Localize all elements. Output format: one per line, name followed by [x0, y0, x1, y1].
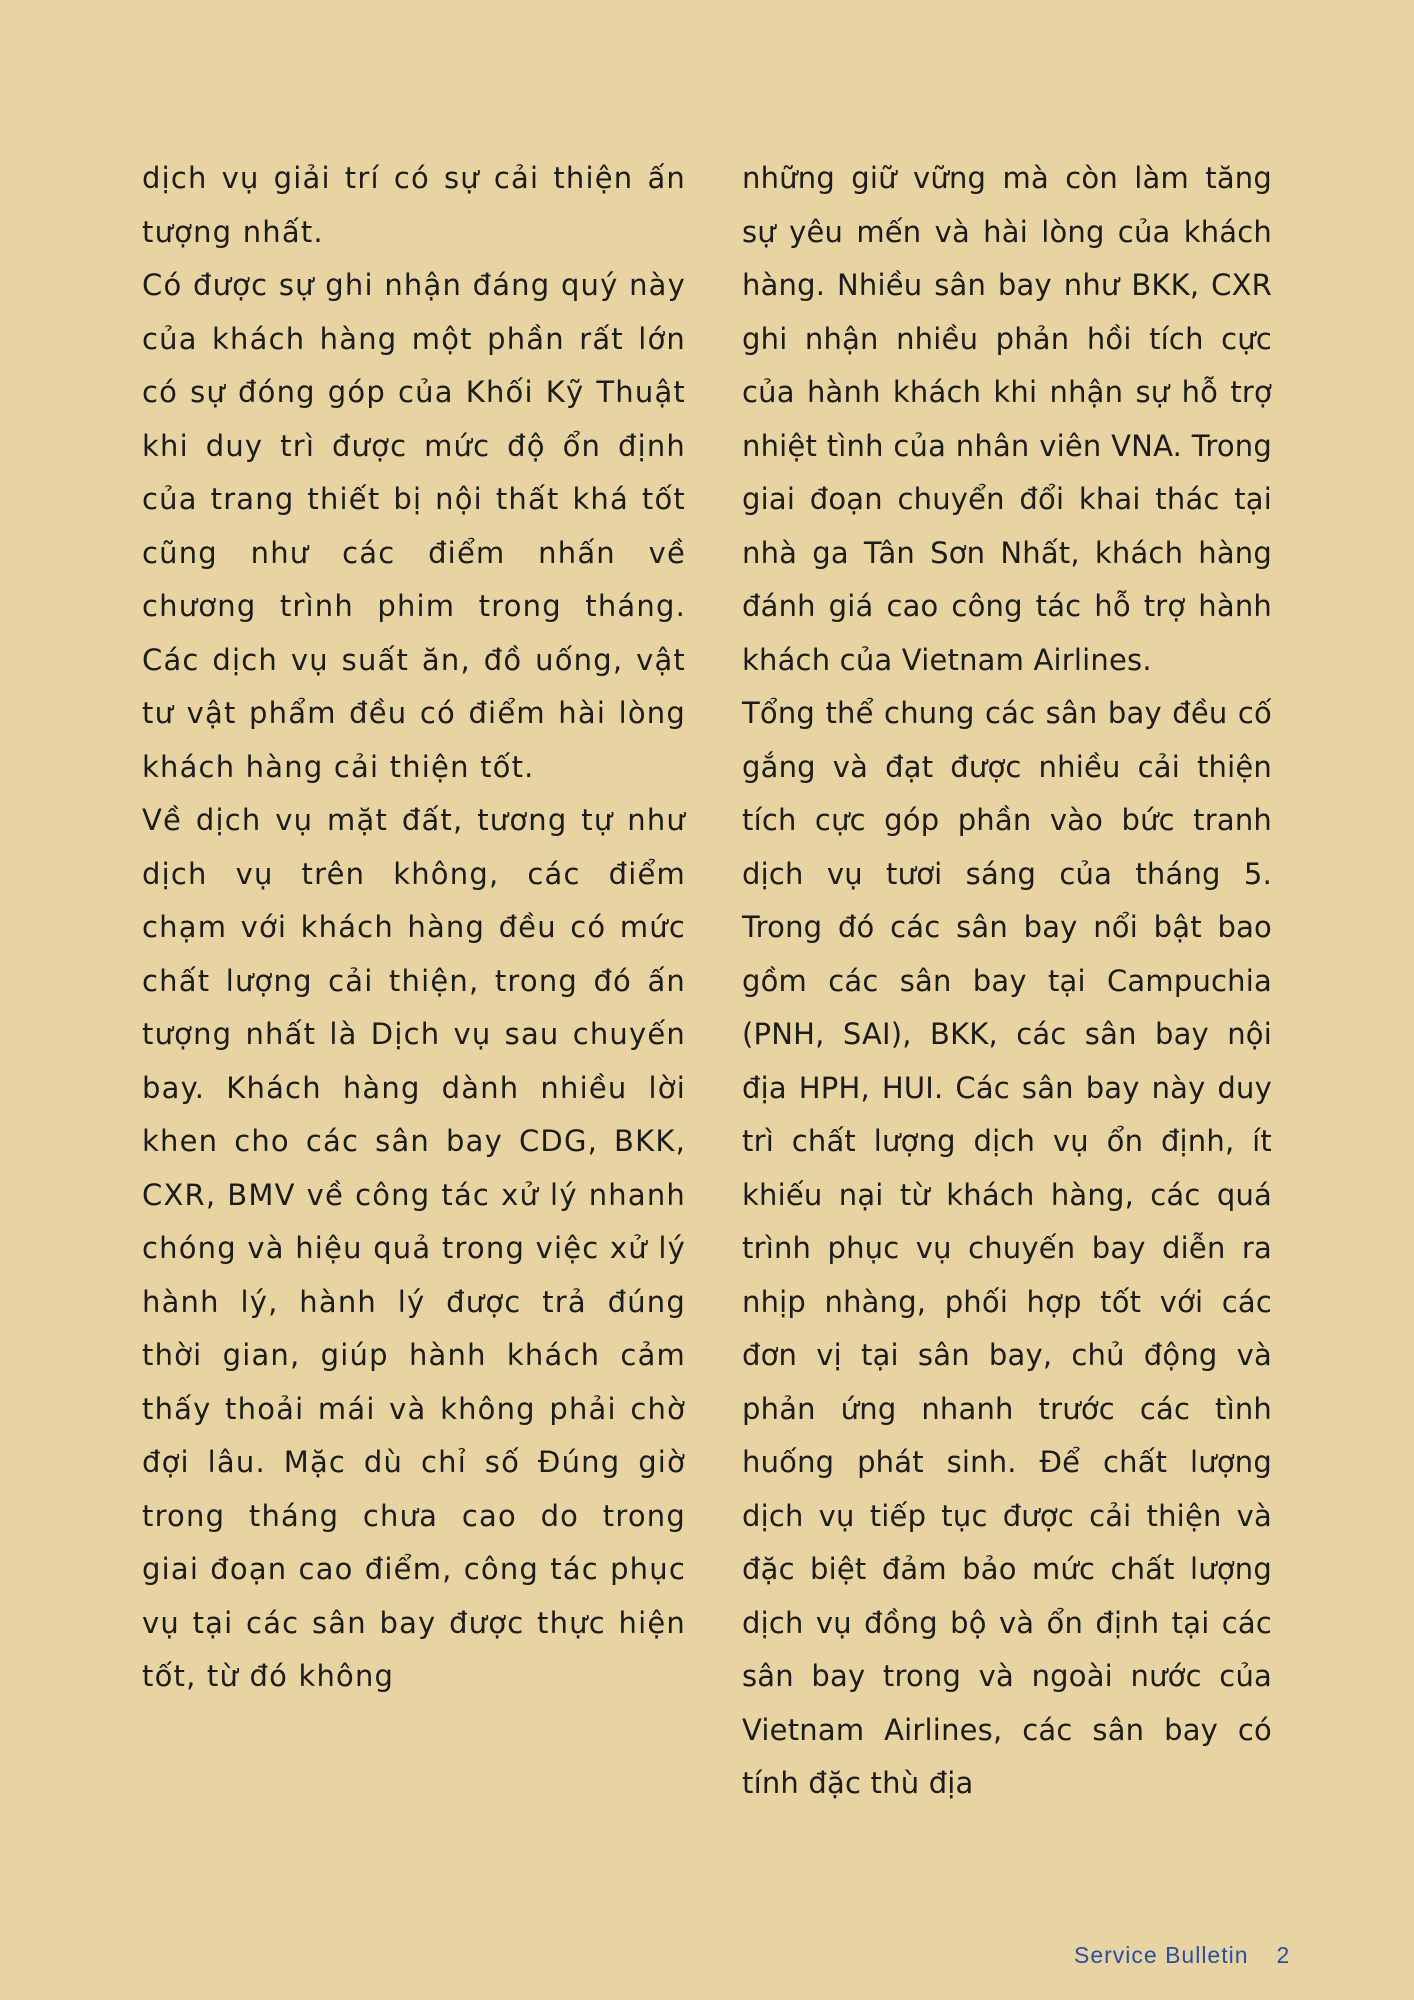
- right-paragraph-2: Tổng thể chung các sân bay đều cố gắng và đạt được nhiều cải thiện tích cực góp phần vào bức tranh dịch vụ tươi sáng của tháng 5. Trong đó các sân bay nổi bật bao gồm các sân bay tại Campuchia (PNH, SAI), BKK, các sân bay nội địa HPH, HUI. Các sân bay này duy trì chất lượng dịch vụ ổn định, ít khiếu nại từ khách hàng, các quá trình phục vụ chuyến bay diễn ra nhịp nhàng, phối hợp tốt với các đơn vị tại sân bay, chủ động và phản ứng nhanh trước các tình huống phát sinh. Để chất lượng dịch vụ tiếp tục được cải thiện và đặc biệt đảm bảo mức chất lượng dịch vụ đồng bộ và ổn định tại các sân bay trong và ngoài nước của Vietnam Airlines, các sân bay có tính đặc thù địa: [742, 696, 1272, 1800]
- page-number: 2: [1276, 1942, 1291, 1968]
- right-paragraph-1: những giữ vững mà còn làm tăng sự yêu mến và hài lòng của khách hàng. Nhiều sân bay như BKK, CXR ghi nhận nhiều phản hồi tích cực của hành khách khi nhận sự hỗ trợ nhiệt tình của nhân viên VNA. Trong giai đoạn chuyển đổi khai thác tại nhà ga Tân Sơn Nhất, khách hàng đánh giá cao công tác hỗ trợ hành khách của Vietnam Airlines.: [742, 161, 1272, 677]
- right-column: [742, 152, 1272, 1811]
- left-column: [142, 152, 686, 1704]
- left-paragraph-2: Có được sự ghi nhận đáng quý này của khách hàng một phần rất lớn có sự đóng góp của Khối Kỹ Thuật khi duy trì được mức độ ổn định của trang thiết bị nội thất khá tốt cũng như các điểm nhấn về chương trình phim trong tháng. Các dịch vụ suất ăn, đồ uống, vật tư vật phẩm đều có điểm hài lòng khách hàng cải thiện tốt.: [142, 268, 686, 784]
- publication-name: Service Bulletin: [1074, 1942, 1249, 1968]
- left-paragraph-3: Về dịch vụ mặt đất, tương tự như dịch vụ trên không, các điểm chạm với khách hàng đều có mức chất lượng cải thiện, trong đó ấn tượng nhất là Dịch vụ sau chuyến bay. Khách hàng dành nhiều lời khen cho các sân bay CDG, BKK, CXR, BMV về công tác xử lý nhanh chóng và hiệu quả trong việc xử lý hành lý, hành lý được trả đúng thời gian, giúp hành khách cảm thấy thoải mái và không phải chờ đợi lâu. Mặc dù chỉ số Đúng giờ trong tháng chưa cao do trong giai đoạn cao điểm, công tác phục vụ tại các sân bay được thực hiện tốt, từ đó không: [142, 803, 686, 1693]
- page-footer: [1074, 1942, 1290, 1969]
- left-paragraph-1: dịch vụ giải trí có sự cải thiện ấn tượng nhất.: [142, 161, 686, 249]
